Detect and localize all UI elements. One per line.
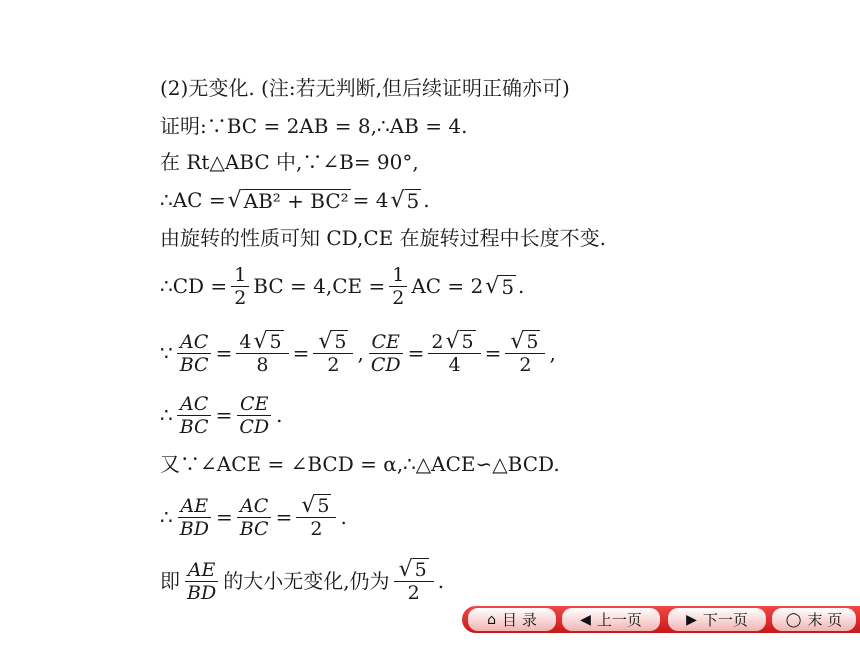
period: . [437, 569, 445, 593]
therefore-symbol: ∴ [160, 505, 173, 529]
fraction-4sqrt5-8: 4 √ 5 8 [236, 330, 288, 376]
equals: = [215, 505, 233, 529]
right-triangle-icon: ▶ [686, 611, 697, 628]
next-page-label: 下一页 [702, 611, 748, 629]
ce-value: AC = 2 [411, 274, 484, 298]
equals: = [484, 341, 502, 365]
proof-line-cd-ce [160, 264, 524, 308]
sqrt-5: √ 5 [398, 557, 427, 582]
fraction-ae-bd: $\frac{AE}{BD}$ [184, 559, 219, 604]
proof-line-ratio-equal [160, 392, 283, 438]
fraction-sqrt5-2: √ 5 2 [394, 558, 434, 604]
equals: = [292, 341, 310, 365]
left-triangle-icon: ◀ [580, 611, 591, 628]
fraction-ce-cd: $\frac{CE}{CD}$ [368, 331, 404, 376]
fraction-sqrt5-2: √ 5 2 [505, 330, 545, 376]
house-icon: ⌂ [487, 611, 497, 628]
sqrt-5: √ 5 [318, 329, 347, 354]
proof-line-ac [160, 188, 430, 212]
proof-line-ae-bd [160, 494, 347, 540]
ac-end: . [423, 188, 430, 212]
prev-page-label: 上一页 [596, 611, 642, 629]
fraction-ce-cd: $\frac{CE}{CD}$ [236, 393, 272, 438]
circle-icon: ◯ [785, 611, 802, 628]
prev-page-button[interactable] [562, 608, 660, 631]
cd-prefix: ∴CD = [160, 274, 228, 298]
fraction-ac-bc: $\frac{AC}{BC}$ [177, 393, 212, 438]
fraction-half: $\frac{1}{2}$ [231, 264, 249, 309]
sqrt-5: √ 5 [390, 187, 420, 213]
home-label: 目 录 [502, 611, 537, 629]
last-page-label: 末 页 [807, 611, 843, 629]
fraction-sqrt5-2: √ 5 2 [313, 330, 353, 376]
fraction-ac-bc: $\frac{AC}{BC}$ [237, 495, 272, 540]
proof-line-right-triangle: 在 Rt△ABC 中,∵∠B= 90°, [160, 150, 419, 174]
sqrt-5: √ 5 [301, 493, 330, 518]
therefore-symbol: ∴ [160, 403, 173, 427]
cd-middle: BC = 4,CE = [253, 274, 386, 298]
ac-equals: = 4 [352, 188, 389, 212]
equals: = [275, 505, 293, 529]
proof-conclusion [160, 558, 444, 604]
sqrt-5: √ 5 [253, 329, 282, 354]
equals: = [215, 341, 233, 365]
proof-line-ab: 证明:∵BC = 2AB = 8,∴AB = 4. [160, 114, 468, 138]
slide-navigation-bar [462, 606, 860, 633]
sqrt-5: √ 5 [485, 273, 515, 299]
conclusion-text: 的大小无变化,仍为 [223, 569, 390, 593]
sqrt-ab-bc: √ AB² + BC² [227, 187, 349, 213]
fraction-ac-bc: $\frac{AC}{BC}$ [177, 331, 212, 376]
equals: = [215, 403, 233, 427]
period: . [276, 403, 283, 427]
comma: , [549, 341, 556, 365]
sqrt-5: √ 5 [445, 329, 474, 354]
cd-end: . [518, 274, 525, 298]
solution-part2-heading: (2)无变化. (注:若无判断,但后续证明正确亦可) [160, 76, 570, 100]
fraction-ae-bd: $\frac{AE}{BD}$ [177, 495, 212, 540]
proof-line-similar: 又∵∠ACE = ∠BCD = α,∴△ACE∽△BCD. [160, 452, 560, 476]
because-symbol: ∵ [160, 341, 173, 365]
next-page-button[interactable] [668, 608, 766, 631]
home-button[interactable] [468, 608, 556, 631]
fraction-sqrt5-2: √ 5 2 [296, 494, 336, 540]
sqrt-5: √ 5 [510, 329, 539, 354]
proof-line-rotation: 由旋转的性质可知 CD,CE 在旋转过程中长度不变. [160, 226, 606, 250]
conclusion-prefix: 即 [160, 569, 180, 593]
period: . [340, 505, 347, 529]
comma: , [357, 341, 364, 365]
fraction-half: $\frac{1}{2}$ [389, 264, 407, 309]
proof-line-ratios [160, 330, 556, 376]
equals: = [407, 341, 425, 365]
fraction-2sqrt5-4: 2 √ 5 4 [428, 330, 480, 376]
last-page-button[interactable] [772, 608, 856, 631]
ac-prefix: ∴AC = [160, 188, 226, 212]
